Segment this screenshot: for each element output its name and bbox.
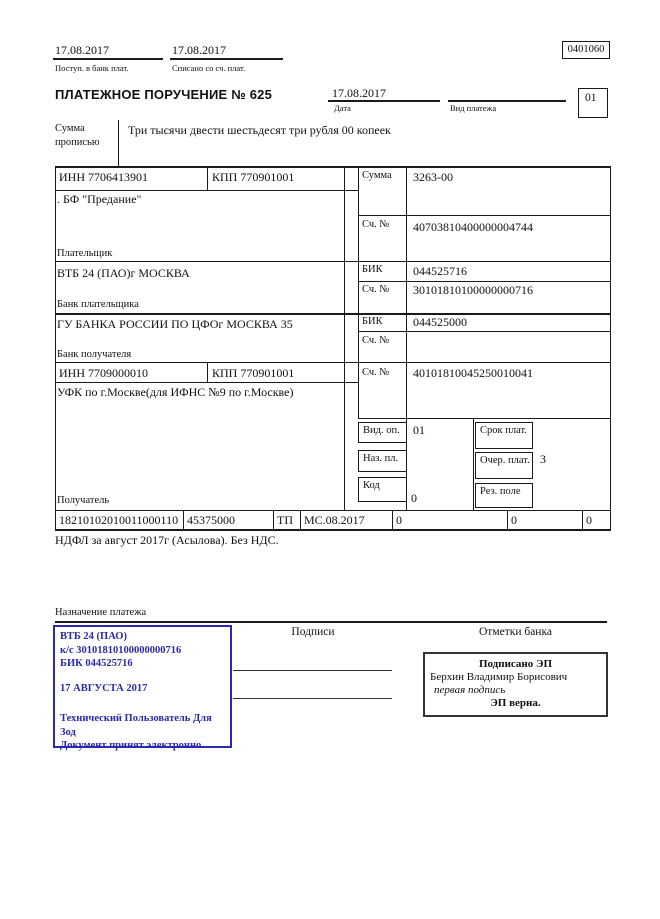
payer-inn: ИНН 7706413901 — [59, 170, 148, 184]
kbk-code: 18210102010011000110 — [59, 513, 179, 527]
priority-value: 3 — [540, 452, 546, 466]
tax-doc-number: 0 — [396, 513, 402, 527]
tax-field-110: 0 — [586, 513, 592, 527]
tax-row-divider — [300, 510, 301, 530]
amount-words-label-line2: прописью — [55, 137, 100, 148]
stamp-bik: БИК 044525716 — [60, 658, 133, 669]
payee-bank-name: ГУ БАНКА РОССИИ ПО ЦФОг МОСКВА 35 — [57, 317, 293, 331]
table-border-top — [55, 166, 611, 168]
tax-doc-date: 0 — [511, 513, 517, 527]
bank-marks-box — [423, 652, 608, 717]
payer-account: 40703810400000004744 — [413, 220, 533, 234]
divider-line — [55, 510, 610, 511]
payer-bank-account: 30101810100000000716 — [413, 283, 533, 297]
table-border-bottom — [55, 529, 611, 531]
divider-line — [53, 58, 163, 60]
due-date-label-box: Срок плат. — [475, 422, 533, 449]
payee-account: 40101810045250010041 — [413, 366, 533, 380]
received-in-bank-date: 17.08.2017 — [55, 43, 109, 57]
payer-label: Плательщик — [57, 248, 113, 259]
tax-row-divider — [582, 510, 583, 530]
payer-bank-name: ВТБ 24 (ПАО)г МОСКВА — [57, 266, 190, 280]
stamp-bank-name: ВТБ 24 (ПАО) — [60, 631, 127, 642]
code-value: 0 — [411, 491, 417, 505]
divider-line — [55, 261, 610, 262]
payee-label: Получатель — [57, 495, 110, 506]
payee-bank-bik: 044525000 — [413, 315, 467, 329]
divider-line-thick — [55, 313, 610, 315]
divider-line — [358, 281, 610, 282]
stamp-date: 17 АВГУСТА 2017 — [60, 682, 148, 694]
form-code-box: 0401060 — [562, 41, 610, 59]
op-grid-divider — [473, 418, 474, 510]
stamp-accepted-note: Документ принят электронно — [60, 740, 202, 751]
payee-bank-label: Банк получателя — [57, 349, 132, 360]
oktmo-code: 45375000 — [187, 513, 235, 527]
payee-kpp: КПП 770901001 — [212, 366, 295, 380]
amount-field-label: Сумма — [362, 170, 392, 181]
tax-row-divider — [183, 510, 184, 530]
amount-in-words: Три тысячи двести шестьдесят три рубля 00 копеек — [128, 123, 391, 137]
label-column-left-line — [358, 166, 359, 418]
payer-kpp: КПП 770901001 — [212, 170, 295, 184]
table-border-left — [55, 166, 56, 530]
payer-name: . БФ "Предание" — [57, 192, 142, 206]
tax-row-divider — [392, 510, 393, 530]
inn-kpp-divider — [207, 166, 208, 190]
divider-line — [448, 100, 566, 102]
tax-row-divider — [507, 510, 508, 530]
signature-line — [233, 698, 392, 699]
signatures-heading: Подписи — [291, 626, 335, 638]
priority-label-box: Очер. плат. — [475, 452, 533, 479]
divider-line — [358, 418, 610, 419]
payment-basis: ТП — [277, 513, 293, 527]
amount-value: 3263-00 — [413, 170, 453, 184]
op-type-label-box: Вид. оп. — [358, 422, 407, 443]
divider-line — [170, 58, 283, 60]
divider-line-thick — [55, 621, 607, 623]
debited-from-account-date: 17.08.2017 — [172, 43, 226, 57]
payment-purpose-text: НДФЛ за август 2017г (Асылова). Без НДС. — [55, 533, 279, 547]
document-date: 17.08.2017 — [332, 86, 386, 100]
divider-line — [55, 382, 358, 383]
tax-row-divider — [273, 510, 274, 530]
payee-bank-account-label: Сч. № — [362, 335, 390, 346]
reserve-label-box: Рез. поле — [475, 483, 533, 508]
amount-words-label-line1: Сумма — [55, 123, 85, 134]
stamp-corr-account: к/с 30101810100000000716 — [60, 644, 182, 656]
payee-inn: ИНН 7709000010 — [59, 366, 148, 380]
payee-name: УФК по г.Москве(для ИФНС №9 по г.Москве) — [57, 385, 294, 399]
inn-kpp-divider — [207, 362, 208, 382]
received-in-bank-label: Поступ. в банк плат. — [55, 63, 129, 73]
payer-bank-bik-label: БИК — [362, 264, 383, 275]
code-label-box: Код — [358, 477, 407, 502]
signature-validity-note: ЭП верна. — [490, 697, 541, 709]
date-label: Дата — [334, 103, 351, 113]
bank-acceptance-stamp — [53, 625, 232, 751]
table-divider-main — [344, 166, 345, 510]
signer-name: Берхин Владимир Борисович — [430, 671, 568, 683]
op-type-value: 01 — [413, 423, 425, 437]
payee-bank-bik-label: БИК — [362, 316, 383, 327]
divider-line — [55, 190, 358, 191]
bank-marks-heading: Отметки банка — [479, 626, 552, 638]
divider-line — [118, 120, 119, 167]
payer-bank-bik: 044525716 — [413, 264, 467, 278]
document-title: ПЛАТЕЖНОЕ ПОРУЧЕНИЕ № 625 — [55, 87, 273, 102]
signed-with-esignature-title: Подписано ЭП — [478, 658, 553, 670]
table-border-right — [610, 166, 611, 530]
divider-line — [55, 362, 610, 363]
payment-purpose-label: Назначение платежа — [55, 607, 147, 618]
signature-role: первая подпись — [434, 684, 506, 696]
payer-bank-account-label: Сч. № — [362, 284, 390, 295]
signature-line — [233, 670, 392, 671]
debited-from-account-label: Списано со сч. плат. — [172, 63, 246, 73]
tax-period: МС.08.2017 — [304, 513, 365, 527]
payer-account-label: Сч. № — [362, 219, 390, 230]
status-code-box: 01 — [578, 88, 608, 118]
payer-bank-label: Банк плательщика — [57, 299, 139, 310]
payment-type-label: Вид платежа — [450, 103, 497, 113]
payee-account-label: Сч. № — [362, 367, 390, 378]
divider-line — [358, 331, 610, 332]
purpose-code-label-box: Наз. пл. — [358, 450, 407, 472]
divider-line — [358, 215, 610, 216]
stamp-tech-user: Технический Пользователь Для Зод — [60, 713, 212, 738]
divider-line — [328, 100, 440, 102]
